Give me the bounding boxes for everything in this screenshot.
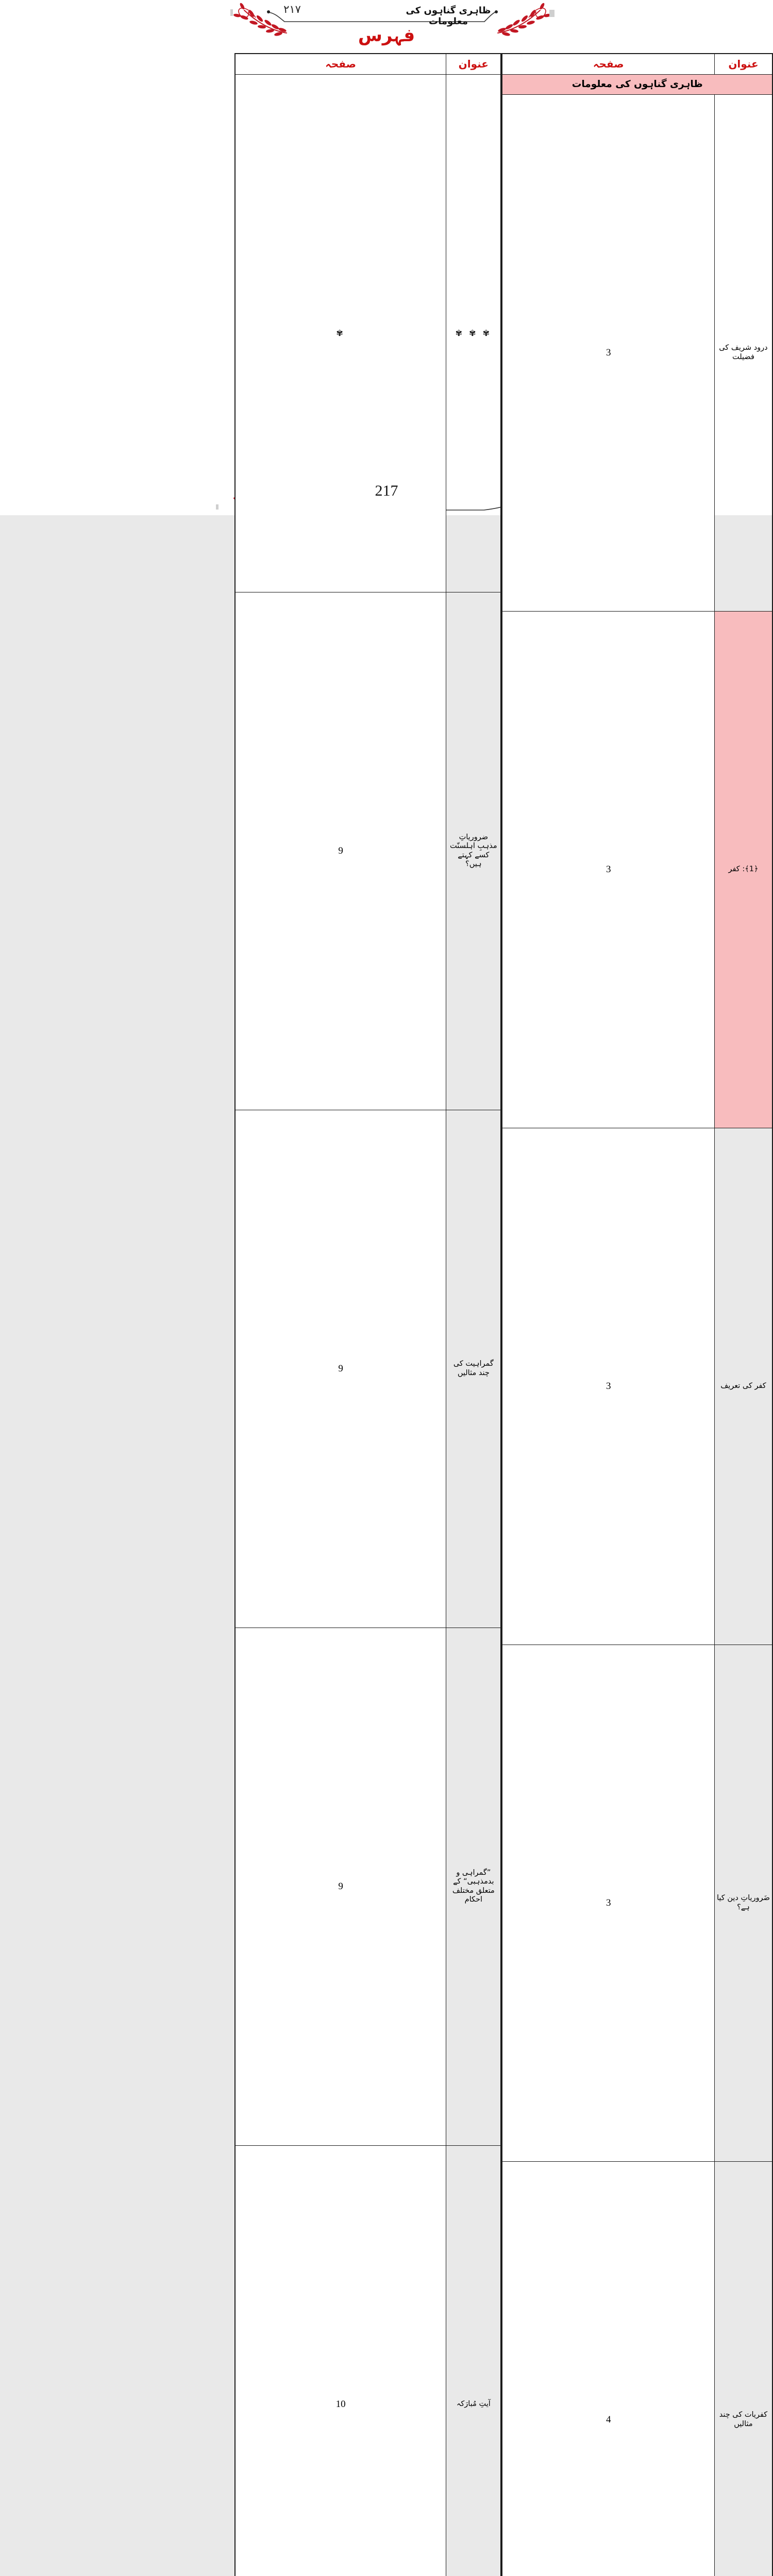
- toc-row: [502, 94, 772, 611]
- column-header-title: عنوان: [446, 54, 501, 74]
- toc-header-row: [235, 54, 501, 74]
- toc-page-cell: 9: [235, 592, 446, 1110]
- toc-title-cell: کفریات کی چند مثالیں: [714, 2161, 772, 2576]
- toc-title-cell: درود شریف کی فضیلت: [714, 94, 772, 611]
- scan-artifact: [549, 10, 554, 17]
- running-head-chapter-title: ظاہری گناہوں کی معلومات: [406, 5, 491, 27]
- toc-row: [502, 1645, 772, 2161]
- table-of-contents: [234, 53, 773, 2576]
- toc-row: [502, 2161, 772, 2576]
- toc-page-cell: 4: [502, 2161, 714, 2576]
- toc-page-cell: 10: [235, 2145, 446, 2576]
- toc-page-cell: 9: [235, 1110, 446, 1628]
- toc-page-cell: 3: [502, 611, 714, 1128]
- toc-row: [235, 1110, 501, 1628]
- toc-row: [235, 74, 501, 592]
- toc-title-cell: ضروریاتِ مذہبِ اہلسنّت کسے کہتے ہیں؟: [446, 592, 501, 1110]
- toc-title-cell: ”گمراہی و بدمذہبی“ کے متعلق مختلف احکام: [446, 1628, 501, 2145]
- toc-title-cell: گمراہیت کی چند مثالیں: [446, 1110, 501, 1628]
- toc-row: [235, 2145, 501, 2576]
- toc-header-row: [502, 54, 772, 74]
- scan-artifact: [216, 504, 219, 510]
- toc-title-cell: ضَروریاتِ دین کیا ہے؟: [714, 1645, 772, 2161]
- footer-page-number: 217: [375, 482, 398, 499]
- toc-page-cell: 3: [502, 94, 714, 611]
- column-header-page: صفحہ: [502, 54, 714, 74]
- toc-title-cell: آیتِ مُبارَکہ: [446, 2145, 501, 2576]
- toc-table-right: [501, 53, 773, 2576]
- column-header-page: صفحہ: [235, 54, 446, 74]
- toc-row: [235, 592, 501, 1110]
- toc-row: [502, 1128, 772, 1645]
- toc-page-cell: 9: [235, 1628, 446, 2145]
- toc-section-title-cell: ﴿1﴾: کفر: [714, 611, 772, 1128]
- toc-page-cell: ✾: [235, 74, 446, 592]
- scan-artifact: [230, 9, 233, 16]
- toc-table-left: [234, 53, 501, 2576]
- toc-row: [502, 611, 772, 1128]
- toc-row: [235, 1628, 501, 2145]
- toc-page-cell: 3: [502, 1128, 714, 1645]
- toc-title-cell: کفر کی تعریف: [714, 1128, 772, 1645]
- page-title: فہرس: [358, 25, 415, 46]
- toc-page-cell: 3: [502, 1645, 714, 2161]
- toc-banner-row: [502, 74, 772, 94]
- toc-title-cell: ✾ ✾ ✾: [446, 74, 501, 592]
- column-header-title: عنوان: [714, 54, 772, 74]
- running-head-page-number: ۲۱۷: [283, 3, 301, 15]
- section-banner: ظاہری گناہوں کی معلومات: [502, 74, 772, 94]
